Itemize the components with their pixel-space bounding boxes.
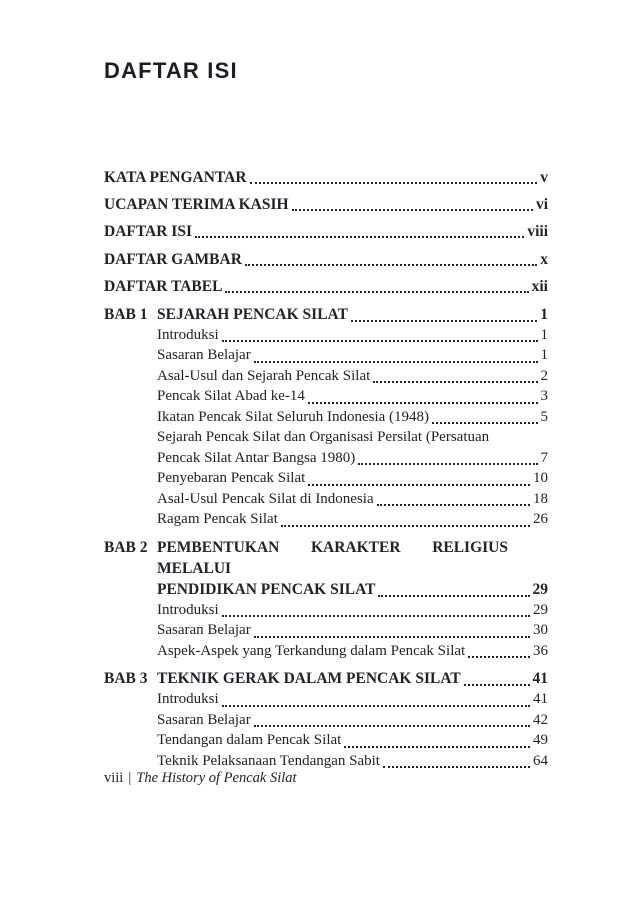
chapter-label: BAB 3 bbox=[104, 670, 148, 688]
entry-title: UCAPAN TERIMA KASIH bbox=[104, 196, 289, 214]
entry-page-number: x bbox=[540, 250, 548, 268]
chapter-content bbox=[157, 304, 548, 530]
entry-title: PENDIDIKAN PENCAK SILAT bbox=[157, 580, 376, 598]
dot-leader bbox=[222, 705, 530, 707]
entry-title: PEMBENTUKAN KARAKTER RELIGIUS MELALUI bbox=[157, 538, 508, 577]
footer-page-number: viii bbox=[104, 770, 124, 786]
entry-row bbox=[157, 730, 548, 751]
entry-page-number: 42 bbox=[533, 711, 548, 728]
footer-book-title: The History of Pencak Silat bbox=[136, 770, 297, 786]
entry-row bbox=[157, 366, 548, 387]
dot-leader bbox=[254, 361, 538, 363]
entry-page-number: vi bbox=[535, 196, 548, 214]
front-matter-row bbox=[104, 277, 548, 296]
page-footer bbox=[104, 769, 297, 788]
entry-page-number: 29 bbox=[532, 580, 548, 598]
dot-leader bbox=[383, 766, 530, 768]
entry-title: Asal-Usul Pencak Silat di Indonesia bbox=[157, 490, 374, 507]
entry-title: Tendangan dalam Pencak Silat bbox=[157, 732, 342, 749]
dot-leader bbox=[225, 291, 528, 293]
entry-page-number: 7 bbox=[540, 449, 548, 466]
chapter-block bbox=[104, 537, 548, 662]
entry-page-number: viii bbox=[527, 223, 548, 241]
front-matter-row bbox=[104, 168, 548, 187]
entry-page-number: 1 bbox=[540, 305, 548, 323]
entry-page-number: 18 bbox=[533, 490, 548, 507]
entry-page-number: 29 bbox=[533, 601, 548, 618]
dot-leader bbox=[377, 504, 530, 506]
chapter-title-row bbox=[157, 304, 548, 325]
entry-row bbox=[157, 386, 548, 407]
dot-leader bbox=[373, 381, 537, 383]
entry-row bbox=[157, 509, 548, 530]
dot-leader bbox=[292, 209, 533, 211]
dot-leader bbox=[222, 615, 530, 617]
entry-row bbox=[157, 345, 548, 366]
entry-row bbox=[157, 641, 548, 662]
front-matter-row bbox=[104, 195, 548, 214]
dot-leader bbox=[308, 402, 538, 404]
entry-title: Pencak Silat Abad ke-14 bbox=[157, 388, 305, 405]
entry-row bbox=[157, 600, 548, 621]
entry-title: DAFTAR ISI bbox=[104, 223, 192, 241]
dot-leader bbox=[378, 595, 529, 597]
dot-leader bbox=[195, 236, 524, 238]
dot-leader bbox=[351, 320, 537, 322]
entry-row bbox=[157, 427, 548, 448]
entry-title: DAFTAR TABEL bbox=[104, 277, 223, 295]
dot-leader bbox=[432, 422, 537, 424]
entry-page-number: 26 bbox=[533, 511, 548, 528]
chapter-label: BAB 1 bbox=[104, 305, 148, 323]
entry-page-number: v bbox=[540, 169, 548, 186]
entry-page-number: 30 bbox=[533, 622, 548, 639]
entry-row bbox=[157, 710, 548, 731]
entry-title: Ragam Pencak Silat bbox=[157, 511, 278, 528]
chapter-block bbox=[104, 304, 548, 530]
entry-page-number: 3 bbox=[540, 388, 548, 405]
entry-page-number: 1 bbox=[540, 347, 548, 364]
entry-row bbox=[157, 468, 548, 489]
dot-leader bbox=[254, 725, 530, 727]
entry-title: Teknik Pelaksanaan Tendangan Sabit bbox=[157, 752, 380, 769]
entry-page-number: 2 bbox=[540, 367, 548, 384]
chapter-block bbox=[104, 668, 548, 771]
entry-page-number: 49 bbox=[533, 732, 548, 749]
dot-leader bbox=[344, 746, 530, 748]
entry-title: SEJARAH PENCAK SILAT bbox=[157, 305, 348, 323]
dot-leader bbox=[308, 484, 530, 486]
entry-page-number: 64 bbox=[533, 752, 548, 769]
entry-row bbox=[157, 620, 548, 641]
entry-page-number: 41 bbox=[533, 691, 548, 708]
entry-title: Aspek-Aspek yang Terkandung dalam Pencak Silat bbox=[157, 642, 466, 659]
entry-page-number: 5 bbox=[540, 408, 548, 425]
entry-page-number: 41 bbox=[532, 670, 548, 688]
entry-title: Sasaran Belajar bbox=[157, 347, 251, 364]
entry-title: KATA PENGANTAR bbox=[104, 169, 247, 186]
entry-page-number: xii bbox=[531, 277, 548, 295]
dot-leader bbox=[464, 684, 530, 686]
page-title: DAFTAR ISI bbox=[104, 58, 238, 83]
chapter-title-row bbox=[157, 668, 548, 689]
entry-title: Ikatan Pencak Silat Seluruh Indonesia (1948) bbox=[157, 408, 430, 425]
entry-title: Sasaran Belajar bbox=[157, 622, 251, 639]
dot-leader bbox=[222, 340, 538, 342]
chapter-content bbox=[157, 668, 548, 771]
entry-title: TEKNIK GERAK DALAM PENCAK SILAT bbox=[157, 670, 461, 688]
entry-title: Pencak Silat Antar Bangsa 1980) bbox=[157, 449, 356, 466]
chapter-title-row bbox=[157, 537, 548, 579]
entry-title: Asal-Usul dan Sejarah Pencak Silat bbox=[157, 367, 371, 384]
chapter-title-row bbox=[157, 579, 548, 600]
chapter-content bbox=[157, 537, 548, 662]
dot-leader bbox=[358, 463, 537, 465]
entry-title: DAFTAR GAMBAR bbox=[104, 250, 242, 268]
front-matter-row bbox=[104, 222, 548, 241]
entry-title: Introduksi bbox=[157, 601, 219, 618]
entry-title: Sejarah Pencak Silat dan Organisasi Persilat (Persatuan bbox=[157, 429, 490, 446]
toc-list bbox=[104, 168, 548, 771]
entry-title: Sasaran Belajar bbox=[157, 711, 251, 728]
dot-leader bbox=[468, 656, 530, 658]
entry-row bbox=[157, 489, 548, 510]
dot-leader bbox=[254, 636, 530, 638]
entry-title: Penyebaran Pencak Silat bbox=[157, 470, 306, 487]
front-matter-row bbox=[104, 250, 548, 269]
entry-page-number: 10 bbox=[533, 470, 548, 487]
chapter-label: BAB 2 bbox=[104, 538, 148, 556]
entry-title: Introduksi bbox=[157, 691, 219, 708]
entry-row bbox=[157, 325, 548, 346]
entry-row bbox=[157, 407, 548, 428]
entry-page-number: 1 bbox=[540, 326, 548, 343]
dot-leader bbox=[250, 182, 538, 184]
entry-row bbox=[157, 689, 548, 710]
footer-separator: | bbox=[128, 770, 132, 786]
dot-leader bbox=[245, 264, 537, 266]
entry-row bbox=[157, 448, 548, 469]
entry-title: Introduksi bbox=[157, 326, 219, 343]
entry-page-number: 36 bbox=[533, 642, 548, 659]
dot-leader bbox=[281, 525, 530, 527]
